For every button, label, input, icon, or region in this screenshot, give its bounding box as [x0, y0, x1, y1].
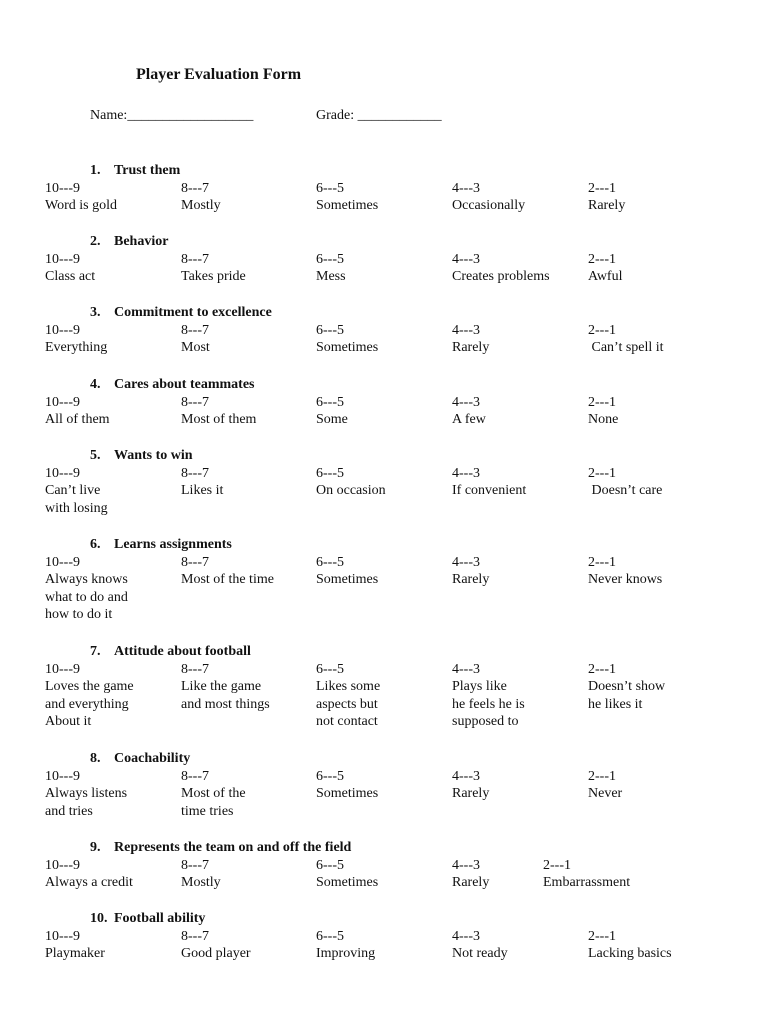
rating-score: 10---9 [45, 768, 80, 784]
rating-score: 6---5 [316, 180, 344, 196]
rating-description: Always knows [45, 572, 128, 587]
rating-score: 2---1 [588, 322, 616, 338]
rating-col-10-9 [45, 768, 127, 821]
question-heading [90, 376, 255, 394]
rating-score: 4---3 [452, 768, 480, 784]
rating-description: Rarely [452, 340, 490, 355]
form-title: Player Evaluation Form [136, 66, 302, 83]
rating-description: On occasion [316, 483, 386, 498]
question-number: 1. [90, 163, 101, 178]
rating-description: Lacking basics [588, 946, 672, 961]
rating-col-4-3 [452, 394, 486, 429]
rating-score: 2---1 [588, 554, 616, 570]
rating-description: Likes it [181, 483, 224, 498]
rating-col-4-3 [452, 322, 489, 357]
rating-col-6-5 [316, 394, 348, 429]
question-number: 2. [90, 234, 101, 249]
name-field: Name:__________________ [90, 108, 254, 123]
rating-description: Not ready [452, 946, 508, 961]
question-title: Football ability [114, 911, 206, 926]
rating-col-6-5 [316, 857, 378, 892]
rating-col-4-3 [452, 554, 489, 589]
rating-description: Good player [181, 946, 251, 961]
rating-col-4-3 [452, 180, 525, 215]
question-number: 5. [90, 448, 101, 463]
rating-description: Playmaker [45, 946, 105, 961]
rating-score: 2---1 [588, 180, 616, 196]
rating-col-8-7 [181, 554, 274, 589]
rating-score: 6---5 [316, 465, 344, 481]
question-heading [90, 643, 251, 661]
rating-score: 8---7 [181, 394, 209, 410]
rating-description: Rarely [452, 875, 490, 890]
rating-score: 2---1 [588, 928, 616, 944]
rating-score: 8---7 [181, 180, 209, 196]
rating-score: 2---1 [588, 465, 616, 481]
rating-col-2-1 [588, 394, 618, 429]
rating-description: None [588, 412, 619, 427]
rating-score: 10---9 [45, 554, 80, 570]
rating-score: 2---1 [588, 661, 616, 677]
rating-score: 10---9 [45, 322, 80, 338]
question-title: Trust them [114, 163, 181, 178]
rating-description: A few [452, 412, 486, 427]
rating-col-2-1 [588, 465, 662, 500]
rating-col-2-1 [588, 928, 672, 963]
rating-description: he likes it [588, 696, 643, 712]
rating-description: Can’t spell it [588, 340, 664, 355]
rating-score: 8---7 [181, 768, 209, 784]
rating-description: Sometimes [316, 786, 379, 801]
rating-description: Can’t live [45, 483, 101, 498]
rating-description: Doesn’t care [588, 483, 663, 498]
rating-col-10-9 [45, 180, 117, 215]
rating-description: Creates problems [452, 269, 550, 284]
rating-col-6-5 [316, 554, 378, 589]
rating-col-2-1 [588, 180, 625, 215]
rating-description: Everything [45, 340, 108, 355]
rating-col-8-7 [181, 928, 251, 963]
rating-description: All of them [45, 412, 110, 427]
rating-description: Plays like [452, 679, 507, 694]
question-number: 9. [90, 840, 101, 855]
rating-col-4-3 [452, 661, 525, 731]
rating-description: Likes some [316, 679, 381, 694]
rating-col-6-5 [316, 768, 378, 803]
rating-score: 6---5 [316, 322, 344, 338]
rating-col-8-7 [181, 180, 221, 215]
rating-col-4-3 [452, 251, 550, 286]
rating-score: 4---3 [452, 180, 480, 196]
rating-col-6-5 [316, 180, 378, 215]
question-heading [90, 750, 190, 768]
rating-description: Doesn’t show [588, 679, 666, 694]
rating-description: he feels he is [452, 696, 525, 712]
rating-description: how to do it [45, 607, 113, 622]
rating-description: and tries [45, 803, 93, 819]
rating-description: Word is gold [45, 198, 117, 213]
rating-description: If convenient [452, 483, 527, 498]
question-number: 8. [90, 751, 101, 766]
rating-score: 10---9 [45, 180, 80, 196]
rating-description: and most things [181, 696, 270, 712]
rating-description: Sometimes [316, 198, 379, 213]
rating-description: Rarely [588, 198, 626, 213]
rating-description: Rarely [452, 786, 490, 801]
rating-score: 10---9 [45, 857, 80, 873]
question-title: Represents the team on and off the field [114, 840, 352, 855]
rating-score: 4---3 [452, 661, 480, 677]
question-heading [90, 839, 351, 857]
rating-description: Always a credit [45, 875, 133, 890]
rating-description: not contact [316, 714, 378, 729]
rating-score: 8---7 [181, 661, 209, 677]
question-heading [90, 162, 180, 180]
rating-score: 8---7 [181, 857, 209, 873]
rating-description: Always listens [45, 786, 128, 801]
rating-score: 6---5 [316, 554, 344, 570]
rating-col-6-5 [316, 928, 375, 963]
question-number: 4. [90, 377, 101, 392]
rating-score: 6---5 [316, 768, 344, 784]
question-title: Wants to win [114, 448, 193, 463]
question-heading [90, 447, 193, 465]
rating-description: Sometimes [316, 340, 379, 355]
rating-score: 10---9 [45, 928, 80, 944]
rating-description: Sometimes [316, 875, 379, 890]
rating-description: Embarrassment [543, 875, 631, 890]
rating-description: Occasionally [452, 198, 526, 213]
rating-score: 4---3 [452, 251, 480, 267]
rating-col-8-7 [181, 394, 256, 429]
rating-description: Takes pride [181, 269, 246, 284]
question-number: 3. [90, 305, 101, 320]
rating-description: Most of them [181, 412, 257, 427]
rating-score: 6---5 [316, 857, 344, 873]
rating-description: Some [316, 412, 348, 427]
rating-score: 8---7 [181, 465, 209, 481]
rating-col-8-7 [181, 661, 270, 714]
question-title: Commitment to excellence [114, 305, 272, 320]
rating-score: 4---3 [452, 394, 480, 410]
rating-col-6-5 [316, 251, 346, 286]
rating-col-10-9 [45, 394, 110, 429]
question-number: 7. [90, 644, 101, 659]
rating-score: 4---3 [452, 554, 480, 570]
question-title: Cares about teammates [114, 377, 255, 392]
rating-description: Most [181, 340, 210, 355]
rating-col-6-5 [316, 322, 378, 357]
rating-col-10-9 [45, 465, 108, 518]
rating-score: 2---1 [588, 251, 616, 267]
rating-description: Most of the time [181, 572, 274, 587]
rating-col-10-9 [45, 322, 107, 357]
rating-description: aspects but [316, 696, 378, 712]
question-title: Learns assignments [114, 537, 232, 552]
rating-description: Improving [316, 946, 376, 961]
rating-description: Loves the game [45, 679, 134, 694]
rating-score: 2---1 [543, 857, 571, 873]
question-title: Attitude about football [114, 644, 251, 659]
rating-col-8-7 [181, 465, 223, 500]
question-heading [90, 304, 272, 322]
rating-description: Mostly [181, 875, 221, 890]
rating-description: supposed to [452, 714, 519, 729]
rating-description: About it [45, 714, 92, 729]
rating-col-4-3 [452, 768, 489, 803]
rating-score: 4---3 [452, 928, 480, 944]
rating-score: 4---3 [452, 322, 480, 338]
rating-score: 10---9 [45, 465, 80, 481]
rating-score: 8---7 [181, 554, 209, 570]
question-title: Behavior [114, 234, 169, 249]
rating-col-10-9 [45, 251, 95, 286]
rating-score: 4---3 [452, 465, 480, 481]
rating-col-8-7 [181, 251, 246, 286]
question-number: 6. [90, 537, 101, 552]
question-number: 10. [90, 911, 108, 926]
rating-description: Mostly [181, 198, 221, 213]
question-heading [90, 910, 205, 928]
rating-description: Never [588, 786, 623, 801]
rating-col-10-9 [45, 661, 134, 731]
rating-col-2-1 [588, 768, 622, 803]
rating-score: 8---7 [181, 928, 209, 944]
rating-col-8-7 [181, 857, 221, 892]
rating-description: Class act [45, 269, 96, 284]
question-heading [90, 536, 232, 554]
rating-score: 6---5 [316, 661, 344, 677]
question-heading [90, 233, 168, 251]
rating-col-4-3 [452, 928, 508, 963]
rating-description: Most of the [181, 786, 246, 801]
rating-col-2-1 [588, 661, 665, 714]
rating-col-10-9 [45, 554, 128, 624]
rating-score: 6---5 [316, 251, 344, 267]
rating-description: Never knows [588, 572, 663, 587]
rating-score: 8---7 [181, 251, 209, 267]
rating-score: 10---9 [45, 394, 80, 410]
rating-col-2-1 [543, 857, 630, 892]
rating-col-4-3 [452, 857, 489, 892]
rating-score: 10---9 [45, 251, 80, 267]
question-title: Coachability [114, 751, 191, 766]
rating-col-4-3 [452, 465, 526, 500]
rating-description: Sometimes [316, 572, 379, 587]
rating-col-2-1 [588, 554, 662, 589]
rating-description: with losing [45, 500, 108, 516]
rating-col-2-1 [588, 251, 623, 286]
rating-col-8-7 [181, 768, 246, 821]
rating-score: 8---7 [181, 322, 209, 338]
rating-description: what to do and [45, 589, 128, 605]
rating-description: Mess [316, 269, 346, 284]
rating-col-10-9 [45, 928, 105, 963]
rating-col-8-7 [181, 322, 210, 357]
rating-score: 2---1 [588, 768, 616, 784]
rating-description: time tries [181, 803, 234, 819]
rating-col-10-9 [45, 857, 133, 892]
grade-field: Grade: ____________ [316, 108, 442, 123]
rating-col-6-5 [316, 661, 380, 731]
rating-col-2-1 [588, 322, 664, 357]
rating-description: Like the game [181, 679, 262, 694]
rating-score: 10---9 [45, 661, 80, 677]
rating-score: 6---5 [316, 394, 344, 410]
rating-score: 4---3 [452, 857, 480, 873]
rating-description: and everything [45, 696, 129, 712]
rating-description: Rarely [452, 572, 490, 587]
rating-description: Awful [588, 269, 623, 284]
rating-score: 2---1 [588, 394, 616, 410]
rating-score: 6---5 [316, 928, 344, 944]
rating-col-6-5 [316, 465, 386, 500]
